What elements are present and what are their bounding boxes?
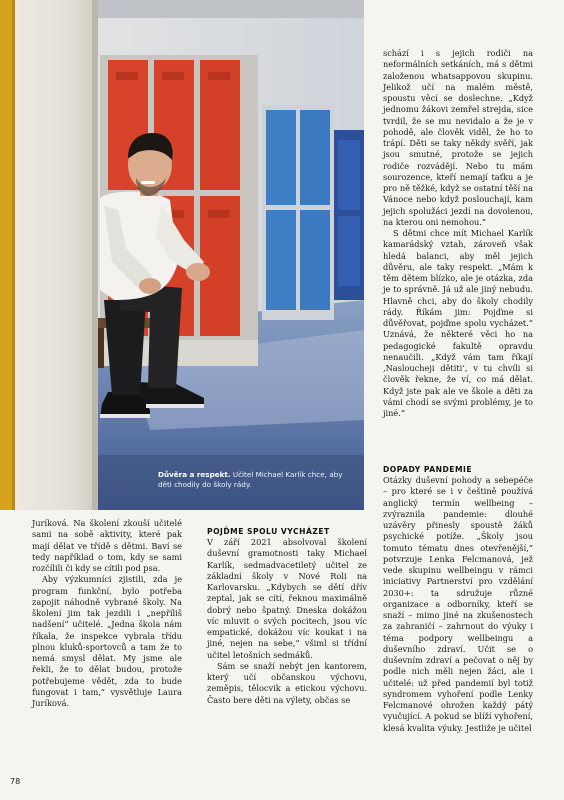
article-photo <box>0 0 364 510</box>
photo-caption-bold: Důvěra a respekt. <box>158 470 231 479</box>
photo-caption <box>158 470 356 489</box>
section-heading-spolu: POJĎME SPOLU VYCHÁZET <box>207 527 330 536</box>
photo-caption-text: Učitel Michael Karlík chce, aby děti chodily do školy rády. <box>158 470 343 489</box>
column-3 <box>383 48 533 419</box>
column-2-paragraph-2: Sám se snaží nebýt jen kantorem, který učí občanskou výchovu, zeměpis, tělocvik a etickou výchovu. Často bere děti na výlety, občas se <box>207 660 367 705</box>
page-number: 78 <box>10 777 21 786</box>
column-3-paragraph-2: S dětmi chce mít Michael Karlík kamarádský vztah, zároveň však hledá balanci, aby měl jejich důvěru, ale taky respekt. „Mám k těm dětem blízko, ale je otázka, zda je to správně. Já už ale jiný nebudu. Hlavně chci, aby do školy chodily rády. Říkám jim: Pojďme si důvěřovat, pojďme spolu vycházet.“ Uznává, že některé věci ho na pedagogické fakultě opravdu nenaučili. „Když vám tam říkají ‚Nasloucheji dětiti‘, v tu chvíli si člověk řekne, že ví, co má dělat. Když jste pak ale ve škole a děti za vámi chodí se svými problémy, je to jiné.“ <box>383 228 533 418</box>
column-3-lower <box>383 464 533 734</box>
column-2 <box>207 518 367 706</box>
column-3-lower-paragraph-1: Otázky duševní pohody a sebepéče – pro které se i v češtině používá anglický termín wellbeing – zvýraznila pandemie: dlouhé uzávěry přinesly spoustě žáků psychické potíže. „Školy jsou tomuto tématu dnes otevřenější,“ potvrzuje Lenka Felcmanová, jež vede skupinu wellbeingu v rámci iniciativy Partnerství pro vzdělání 2030+: ta sdružuje různé organizace a odborníky, kteří se snaží – mimo jiné na zkušenostech za zahraničí – zahrnout do výuky i téma podpory wellbeingu a duševního zdraví. Učit se o duševním zdraví a pečovat o něj by podle nich měli nejen žáci, ale i učitelé: už před pandemií byl totiž syndromem vyhoření podle Lenky Felcmanové ohrožen každý pátý vyučující. A pokud se blíží vyhoření, klesá kvalita výuky. Jestliže je učitel <box>383 475 533 733</box>
locker-room-photo <box>0 0 364 510</box>
column-1-paragraph-2: Aby výzkumníci zjistili, zda je program funkční, bylo potřeba zapojit náhodně vybrané školy. Na školení jim tak jezdili i „nepříliš nadšení“ učitelé. „Jedna škola nám říkala, že inspekce vybrala třídu plnou kluků-sportovců a tam že to nemá smysl dělat. My jsme ale řekli, že to dělat budou, protože potřebujeme vědět, zda to bude fungovat i tam,“ vysvětluje Laura Juríková. <box>32 574 182 708</box>
column-1 <box>32 518 182 709</box>
column-1-paragraph-1: Juríková. Na školení zkouší učitelé sami na sobě aktivity, které pak mají dělat ve třídě s dětmi. Baví se tedy například o tom, kdy se sami rozčílili či kdy se cítili pod psa. <box>32 518 182 573</box>
column-2-paragraph-1: V září 2021 absolvoval školení duševní gramotnosti taky Michael Karlík, sedmadvacetiletý učitel ze základní školy v Nové Roli na Karlovarsku. „Kdybych se dětí dřív zeptal, jak se cítí, řeknou maximálně dobrý nebo špatný. Dneska dokážou víc mluvit o svých pocitech, jsou víc empatické, dokážou víc koukat i na jiné, nejen na sebe,“ všiml si třídní učitel letošních sedmáků. <box>207 537 367 660</box>
section-heading-pandemie: DOPADY PANDEMIE <box>383 465 473 474</box>
column-3-paragraph-1: schází i s jejich rodiči na neformálních setkáních, má s dětmi založenou whatsappovou skupinu. Jelikož učí na malém městě, spoustu věcí se doslechne. „Když jednomu žákovi zemřel strejda, sice tvrdil, že se mu nevidalo a že je v pohodě, ale člověk viděl, že ho to trápí. Děti se taky někdy svěří, jak jsou smutné, protože se jejich rodiče rozvádějí. Nebo tu mám sourozence, kteří nemají taťku a je pro ně těžké, když se ostatní těší na Vánoce nebo když poslouchají, kam jejich spolužáci jezdí na dovolenou, na kterou oni nemohou.“ <box>383 48 533 227</box>
